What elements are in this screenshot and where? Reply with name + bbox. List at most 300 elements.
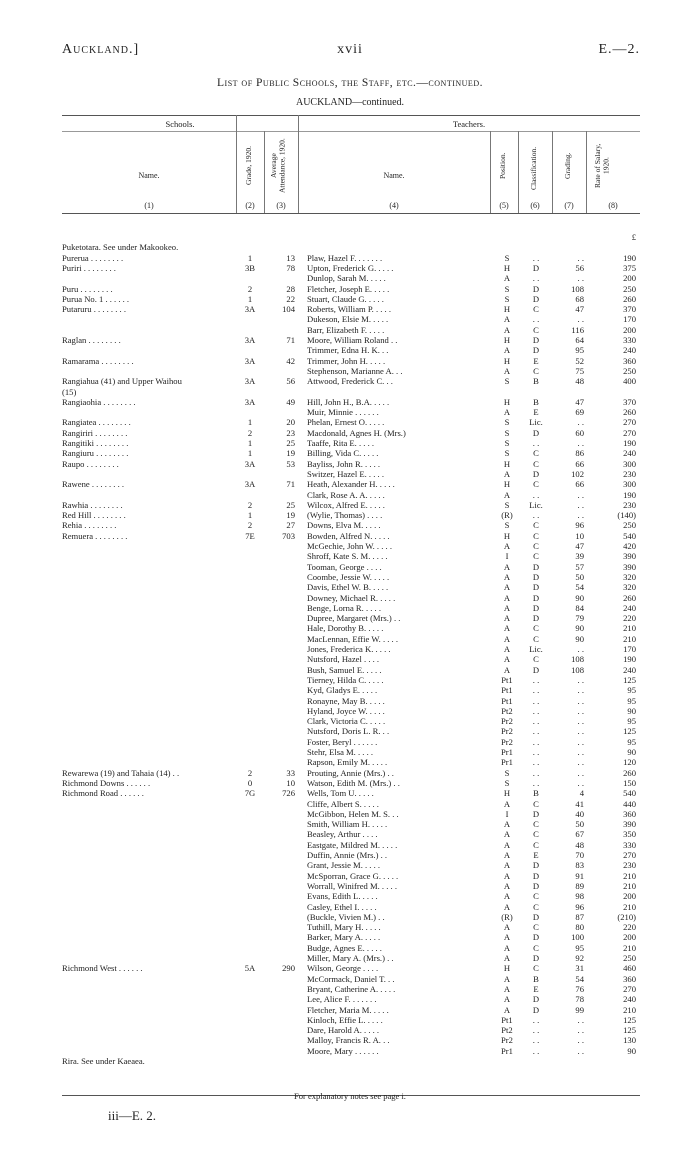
salary-cell: 125 [623,1025,636,1036]
salary-cell: 240 [623,345,636,356]
group-rule [62,131,640,132]
attendance-cell: 53 [286,458,295,469]
table-row [62,520,640,530]
teacher-name-cell: (Buckle, Vivien M.) . . [307,911,385,922]
grading-cell: . . [577,273,584,284]
col-number: (2) [245,201,255,210]
attendance-cell: 27 [286,520,295,531]
teacher-name-cell: Attwood, Frederick C. . . [307,376,393,387]
position-cell: A [503,932,511,943]
position-cell: A [503,860,511,871]
table-row [62,500,640,510]
grading-cell: . . [577,1045,584,1056]
grading-cell: 91 [575,870,584,881]
salary-cell: 90 [627,705,636,716]
teacher-name-cell: Malloy, Francis R. A. . . [307,1035,390,1046]
attendance-cell: 28 [286,283,295,294]
classification-cell: D [532,468,540,479]
salary-cell: 240 [623,664,636,675]
teacher-name-cell: Trimmer, Edna H. K. . . [307,345,389,356]
teacher-name-cell: Fletcher, Joseph E. . . . . [307,283,390,294]
classification-cell: Lic. [529,644,543,654]
position-cell: Pr2 [501,736,513,747]
attendance-cell: 56 [286,376,295,387]
table-row [62,490,640,500]
position-cell: A [503,592,511,603]
school-name-cell: Rangitiki . . . . . . . . [62,438,129,448]
salary-cell: 95 [627,695,636,706]
salary-cell: 300 [623,458,636,469]
table-row [62,1035,640,1045]
grading-cell: 70 [575,850,584,860]
salary-cell: 360 [623,973,636,984]
teacher-name-cell: Watson, Edith M. (Mrs.) . . [307,777,400,788]
position-cell: Pr2 [501,716,513,727]
attendance-cell: 20 [286,417,295,428]
table-row [62,387,640,397]
salary-cell: 200 [623,324,636,335]
teacher-name-cell: Hill, John H., B.A. . . . . [307,396,390,407]
grading-cell: . . [577,757,584,768]
teacher-name-cell: McSporran, Grace G. . . . . [307,870,399,881]
salary-cell: 200 [623,932,636,943]
position-cell: A [503,314,511,325]
position-cell: Pt1 [501,1014,513,1025]
salary-cell: 240 [623,994,636,1005]
grading-cell: 40 [575,808,584,819]
table-row [62,768,640,778]
classification-cell: B [533,788,539,799]
grading-cell: 78 [575,994,584,1005]
grading-cell: 100 [571,932,584,943]
table-row [62,994,640,1004]
table-row [62,634,640,644]
table-row [62,1056,640,1066]
position-cell: I [505,808,509,819]
table-row [62,891,640,901]
grading-cell: 10 [575,530,584,541]
grade-cell: 7G [244,788,256,799]
teacher-name-cell: Smith, William H. . . . . [307,819,388,830]
col-number: (6) [530,201,540,210]
teacher-name-cell: Barr, Elizabeth F. . . . . [307,324,385,335]
classification-cell: E [533,355,539,366]
grading-cell: 66 [575,458,584,469]
classification-cell: E [533,407,539,418]
school-name-cell: Rewarewa (19) and Tahaia (14) . . [62,767,180,778]
table-row [62,799,640,809]
salary-cell: 230 [623,468,636,479]
table-row [62,376,640,386]
teacher-name-cell: Prouting, Annie (Mrs.) . . [307,767,394,778]
teacher-name-cell: Kyd, Gladys E. . . . . [307,685,378,696]
position-cell: A [503,324,511,335]
teacher-name-cell: Coombe, Jessie W. . . . . [307,571,390,582]
teacher-name-cell: Hyland, Joyce W. . . . . [307,705,385,716]
table-row [62,407,640,417]
teacher-name-cell: Downey, Michael R. . . . . [307,592,396,603]
grading-cell: 75 [575,365,584,376]
teacher-name-cell: Bayliss, John R. . . . . [307,458,381,469]
grading-cell: . . [577,777,584,788]
salary-cell: 230 [623,499,636,510]
salary-cell: 390 [623,561,636,572]
teacher-name-cell: Bowden, Alfred N. . . . . [307,530,390,541]
classification-cell: D [532,427,540,438]
salary-cell: (210) [617,911,636,922]
salary-cell: 190 [623,489,636,500]
attendance-cell: 19 [286,448,295,459]
table-row [62,675,640,685]
classification-cell: C [533,654,539,665]
teachers-group-heading: Teachers. [452,119,486,129]
teacher-name-cell: Wilcox, Alfred E. . . . . [307,499,385,510]
grade-cell: 2 [247,767,253,778]
table-row [62,696,640,706]
table-row [62,304,640,314]
salary-cell: 370 [623,396,636,407]
position-cell: S [504,417,510,428]
teacher-name-cell: Clark, Victoria C. . . . . [307,716,386,727]
classification-cell: . . [532,685,540,696]
salary-cell: 540 [623,530,636,541]
table-row [62,531,640,541]
grading-cell: . . [577,747,584,757]
table-row [62,479,640,489]
header-bottom-rule [62,213,640,214]
salary-cell: 170 [623,644,636,654]
teacher-name-cell: Tierney, Hilda C. . . . . [307,674,384,685]
grading-cell: 54 [575,973,584,984]
table-row [62,242,640,252]
teacher-name-cell: Grant, Jessie M. . . . . [307,860,381,871]
classification-cell: D [532,994,540,1005]
attendance-cell: 726 [282,788,295,799]
school-name-cell: Raupo . . . . . . . . [62,458,119,469]
table-row [62,644,640,654]
school-name-cell: Puru . . . . . . . . [62,283,113,294]
grade-cell: 3B [244,262,256,273]
table-top-rule [62,115,640,116]
grading-cell: 90 [575,633,584,644]
classification-cell: D [532,870,540,881]
grading-cell: 90 [575,592,584,603]
salary-cell: 210 [623,623,636,634]
teacher-name-cell: Shroff, Kate S. M. . . . . [307,551,388,562]
table-row [62,984,640,994]
table-row [62,397,640,407]
position-cell: Pr1 [501,747,513,757]
teacher-name-cell: Clark, Rose A. A. . . . . [307,489,385,500]
teacher-name-cell: Nutsford, Doris L. R. . . [307,726,390,737]
teacher-name-cell: Stuart, Claude G. . . . . [307,293,384,304]
grading-cell: 47 [575,541,584,551]
classification-cell: D [532,880,540,891]
position-cell: Pr2 [501,726,513,737]
page-title: List of Public Schools, the Staff, etc.—continued. [217,77,483,89]
position-heading: Position. [498,152,507,180]
grading-cell: 47 [575,396,584,407]
grading-cell: 96 [575,520,584,531]
classification-cell: . . [532,705,540,716]
attendance-cell: 42 [286,355,295,366]
grading-cell: 66 [575,479,584,490]
table-row [62,335,640,345]
table-row [62,428,640,438]
table-row [62,953,640,963]
position-cell: S [504,293,510,304]
classification-cell: C [533,891,539,902]
table-row [62,572,640,582]
salary-cell: 200 [623,273,636,284]
grade-cell: 3A [244,376,256,387]
grade-cell: 2 [247,499,253,510]
school-name-cell: Rawhia . . . . . . . . [62,499,123,510]
salary-cell: 90 [627,747,636,757]
classification-cell: D [532,602,540,613]
table-row [62,273,640,283]
table-row [62,881,640,891]
classification-cell: . . [532,1035,540,1046]
classification-cell: D [532,613,540,624]
position-cell: H [503,458,511,469]
page-subtitle: AUCKLAND—continued. [295,97,405,108]
position-cell: H [503,479,511,490]
grading-cell: 83 [575,860,584,871]
position-cell: S [504,448,510,459]
position-cell: I [505,551,509,562]
teacher-name-cell: Bryant, Catherine A. . . . . [307,983,396,994]
classification-cell: D [532,561,540,572]
school-name-cell: (15) [62,386,77,397]
classification-cell: . . [532,1025,540,1036]
salary-cell: 320 [623,582,636,593]
classification-cell: . . [532,726,540,737]
position-cell: A [503,880,511,891]
classification-cell: D [532,571,540,582]
table-row [62,829,640,839]
table-row [62,603,640,613]
salary-cell: 250 [623,365,636,376]
col-divider [236,115,237,213]
teacher-name-cell: Foster, Beryl . . . . . . [307,736,378,747]
table-row [62,871,640,881]
grading-cell: 116 [571,324,584,335]
table-row [62,912,640,922]
teacher-name-cell: Hale, Dorothy B. . . . . [307,623,384,634]
table-row [62,325,640,335]
position-cell: Pr1 [501,757,513,768]
grade-cell: 1 [247,293,253,304]
grading-cell: 76 [575,983,584,994]
classification-cell: . . [532,1014,540,1025]
table-row [62,685,640,695]
school-name-cell: Puketotara. See under Makookeo. [62,242,179,253]
salary-cell: 250 [623,520,636,531]
grading-cell: 57 [575,561,584,572]
classification-cell: E [533,850,539,860]
table-row [62,840,640,850]
salary-cell: 390 [623,551,636,562]
table-row [62,294,640,304]
position-cell: A [503,922,511,933]
salary-cell: 95 [627,716,636,727]
grading-cell: 102 [571,468,584,479]
school-name-cell: Richmond Downs . . . . . . [62,777,151,788]
grading-cell: 79 [575,613,584,624]
grade-cell: 3A [244,355,256,366]
salary-cell: 320 [623,571,636,582]
grading-cell: 96 [575,901,584,912]
grading-cell: 98 [575,891,584,902]
table-row [62,665,640,675]
salary-cell: 170 [623,314,636,325]
position-cell: A [503,273,511,284]
grading-cell: . . [577,314,584,325]
grading-cell: . . [577,644,584,654]
teacher-name-cell: Dukeson, Elsie M. . . . . [307,314,389,325]
grading-cell: . . [577,489,584,500]
attendance-cell: 78 [286,262,295,273]
salary-cell: 210 [623,901,636,912]
classification-cell: Lic. [529,417,543,428]
salary-cell: 220 [623,922,636,933]
table-row [62,469,640,479]
school-name-cell: Rangiriri . . . . . . . . [62,427,128,438]
teacher-name-cell: Billing, Vida C. . . . . [307,448,379,459]
attendance-cell: 10 [286,777,295,788]
table-row [62,778,640,788]
salary-cell: 260 [623,592,636,603]
grading-cell: . . [577,438,584,448]
table-row [62,809,640,819]
classification-cell: C [533,829,539,840]
salary-cell: 375 [623,262,636,273]
position-cell: A [503,489,511,500]
position-cell: A [503,571,511,582]
position-cell: A [503,654,511,665]
grade-heading: Grade, 1920. [244,146,253,186]
grading-cell: 60 [575,427,584,438]
table-row [62,562,640,572]
classification-cell: B [533,396,539,407]
classification-cell: Lic. [529,499,543,510]
grading-cell: 95 [575,942,584,953]
salary-cell: 230 [623,860,636,871]
grading-cell: . . [577,767,584,778]
grading-cell: . . [577,499,584,510]
school-name-cell: Rira. See under Kaeaea. [62,1056,145,1066]
position-cell: H [503,396,511,407]
attendance-cell: 13 [286,252,295,263]
table-row [62,1046,640,1056]
teacher-name-cell: Eastgate, Mildred M. . . . . [307,839,398,850]
attendance-cell: 49 [286,396,295,407]
grading-cell: 92 [575,953,584,963]
position-cell: A [503,407,511,418]
salary-cell: 220 [623,613,636,624]
table-row [62,582,640,592]
grading-cell: . . [577,716,584,727]
salary-cell: 190 [623,438,636,448]
classification-cell: E [533,983,539,994]
classification-cell: D [532,262,540,273]
grading-cell: 50 [575,819,584,830]
classification-cell: C [533,819,539,830]
running-head-left: Auckland.] [62,42,140,57]
teacher-name-cell: Beasley, Arthur . . . . [307,829,378,840]
grade-cell: 0 [247,777,253,788]
schools-group-heading: Schools. [165,119,195,129]
salary-cell: 95 [627,685,636,696]
salary-cell: 270 [623,850,636,860]
teacher-name-cell: Stephenson, Marianne A. . . [307,365,403,376]
attendance-cell: 22 [286,293,295,304]
classification-cell: . . [532,674,540,685]
position-cell: A [503,829,511,840]
attendance-cell: 71 [286,479,295,490]
teacher-name-cell: Ronayne, May B. . . . . [307,695,385,706]
salary-cell: 210 [623,870,636,881]
salary-cell: 90 [627,1045,636,1056]
salary-cell: 540 [623,788,636,799]
attendance-cell: 703 [282,530,295,541]
grading-cell: 50 [575,571,584,582]
classification-cell: C [533,633,539,644]
salary-cell: 200 [623,891,636,902]
school-name-cell: Puriri . . . . . . . . [62,262,116,273]
salary-cell: 240 [623,602,636,613]
classification-cell: . . [532,777,540,788]
table-row [62,932,640,942]
salary-cell: 190 [623,252,636,263]
table-row [62,314,640,324]
table-row [62,788,640,798]
salary-cell: 130 [623,1035,636,1046]
position-cell: A [503,798,511,809]
salary-cell: 95 [627,736,636,747]
teacher-name-cell: Miller, Mary A. (Mrs.) . . [307,953,394,963]
position-cell: A [503,613,511,624]
grade-cell: 2 [247,520,253,531]
grading-cell: . . [577,695,584,706]
classification-cell: C [533,942,539,953]
grading-cell: . . [577,510,584,521]
salary-cell: 270 [623,427,636,438]
classification-cell: B [533,973,539,984]
classification-cell: D [532,293,540,304]
page-number: xvii [337,42,363,57]
classification-cell: C [533,304,539,315]
table-row [62,654,640,664]
salary-cell: 420 [623,541,636,551]
salary-cell: 390 [623,819,636,830]
teacher-name-cell: MacLennan, Effie W. . . . . [307,633,399,644]
teacher-name-cell: Benge, Lorna R. . . . . [307,602,381,613]
teacher-name-cell: Dupree, Margaret (Mrs.) . . [307,613,401,624]
position-cell: S [504,283,510,294]
grading-cell: 52 [575,355,584,366]
position-cell: Pt2 [501,705,513,716]
salary-cell: 350 [623,829,636,840]
position-cell: H [503,304,511,315]
position-cell: A [503,582,511,593]
position-cell: A [503,664,511,675]
salary-cell: 370 [623,304,636,315]
teacher-name-cell: Tooman, George . . . . [307,561,382,572]
grading-cell: . . [577,685,584,696]
teacher-name-cell: Kinloch, Effie L. . . . . [307,1014,383,1025]
